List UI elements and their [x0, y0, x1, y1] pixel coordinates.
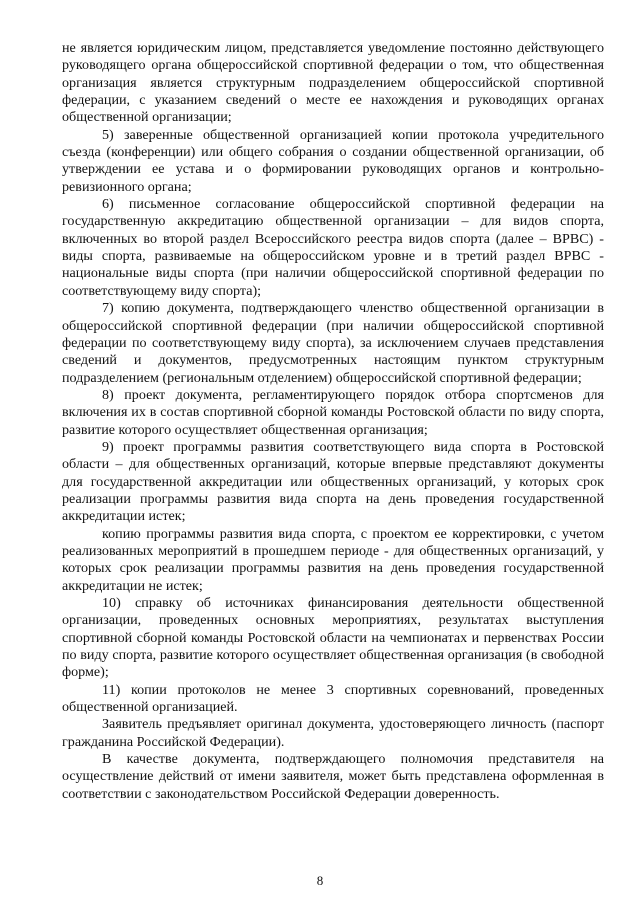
paragraph-item-11: 11) копии протоколов не менее 3 спортивных соревнований, проведенных общественной организацией.	[62, 681, 604, 716]
page-number: 8	[316, 873, 324, 888]
paragraph-item-6: 6) письменное согласование общероссийской спортивной федерации на государственную аккредитацию общественной организации – для видов спорта, включенных во второй раздел Всероссийского реестра видов спорта (далее – ВРВС) - виды спорта, развиваемые на общероссийском уровне и в третий раздел ВРВС - национальные виды спорта (при наличии общероссийской спортивной федерации по соответствующему виду спорта);	[62, 196, 604, 299]
paragraph-item-9: 9) проект программы развития соответствующего вида спорта в Ростовской области – для общественных организаций, которые впервые представляют документы для государственной аккредитации или общественных организаций, у которых срок реализации программы развития вида спорта на день проведения государственной аккредитации истек;	[62, 438, 604, 525]
paragraph-continuation: не является юридическим лицом, представляется уведомление постоянно действующего руководящего органа общероссийской спортивной федерации о том, что общественная организация является структурным подразделением общероссийской спортивной федерации, с указанием сведений о месте ее нахождения и руководящих органах общественной организации;	[62, 40, 604, 126]
paragraph-applicant-id: Заявитель предъявляет оригинал документа, удостоверяющего личность (паспорт гражданина Российской Федерации).	[62, 716, 604, 750]
paragraph-item-10: 10) справку об источниках финансирования деятельности общественной организации, проведенных основных мероприятиях, результатах выступления спортивной сборной команды Ростовской области на чемпионатах и первенствах России по виду спорта, развитие которого осуществляет общественная организация (в свободной форме);	[62, 595, 604, 681]
paragraph-item-7: 7) копию документа, подтверждающего членство общественной организации в общероссийской спортивной федерации (при наличии общероссийской спортивной федерации по соответствующему виду спорта), за исключением случаев представления сведений и документов, предусмотренных настоящим пунктом структурным подразделением (региональным отделением) общероссийской спортивной федерации;	[62, 300, 604, 386]
paragraph-representative-authority: В качестве документа, подтверждающего полномочия представителя на осуществление действий от имени заявителя, может быть представлена оформленная в соответствии с законодательством Российской Федерации доверенность.	[62, 751, 604, 802]
paragraph-item-5: 5) заверенные общественной организацией копии протокола учредительного съезда (конференции) или общего собрания о создании общественной организации, об утверждении ее устава и о формировании руководящих органов и контрольно-ревизионного органа;	[62, 126, 604, 195]
paragraph-item-9-continued: копию программы развития вида спорта, с проектом ее корректировки, с учетом реализованных мероприятий в прошедшем периоде - для общественных организаций, у которых срок реализации программы развития на день проведения государственной аккредитации не истек;	[62, 525, 604, 594]
paragraph-item-8: 8) проект документа, регламентирующего порядок отбора спортсменов для включения их в состав спортивной сборной команды Ростовской области по виду спорта, развитие которого осуществляет общественная организация;	[62, 386, 604, 438]
